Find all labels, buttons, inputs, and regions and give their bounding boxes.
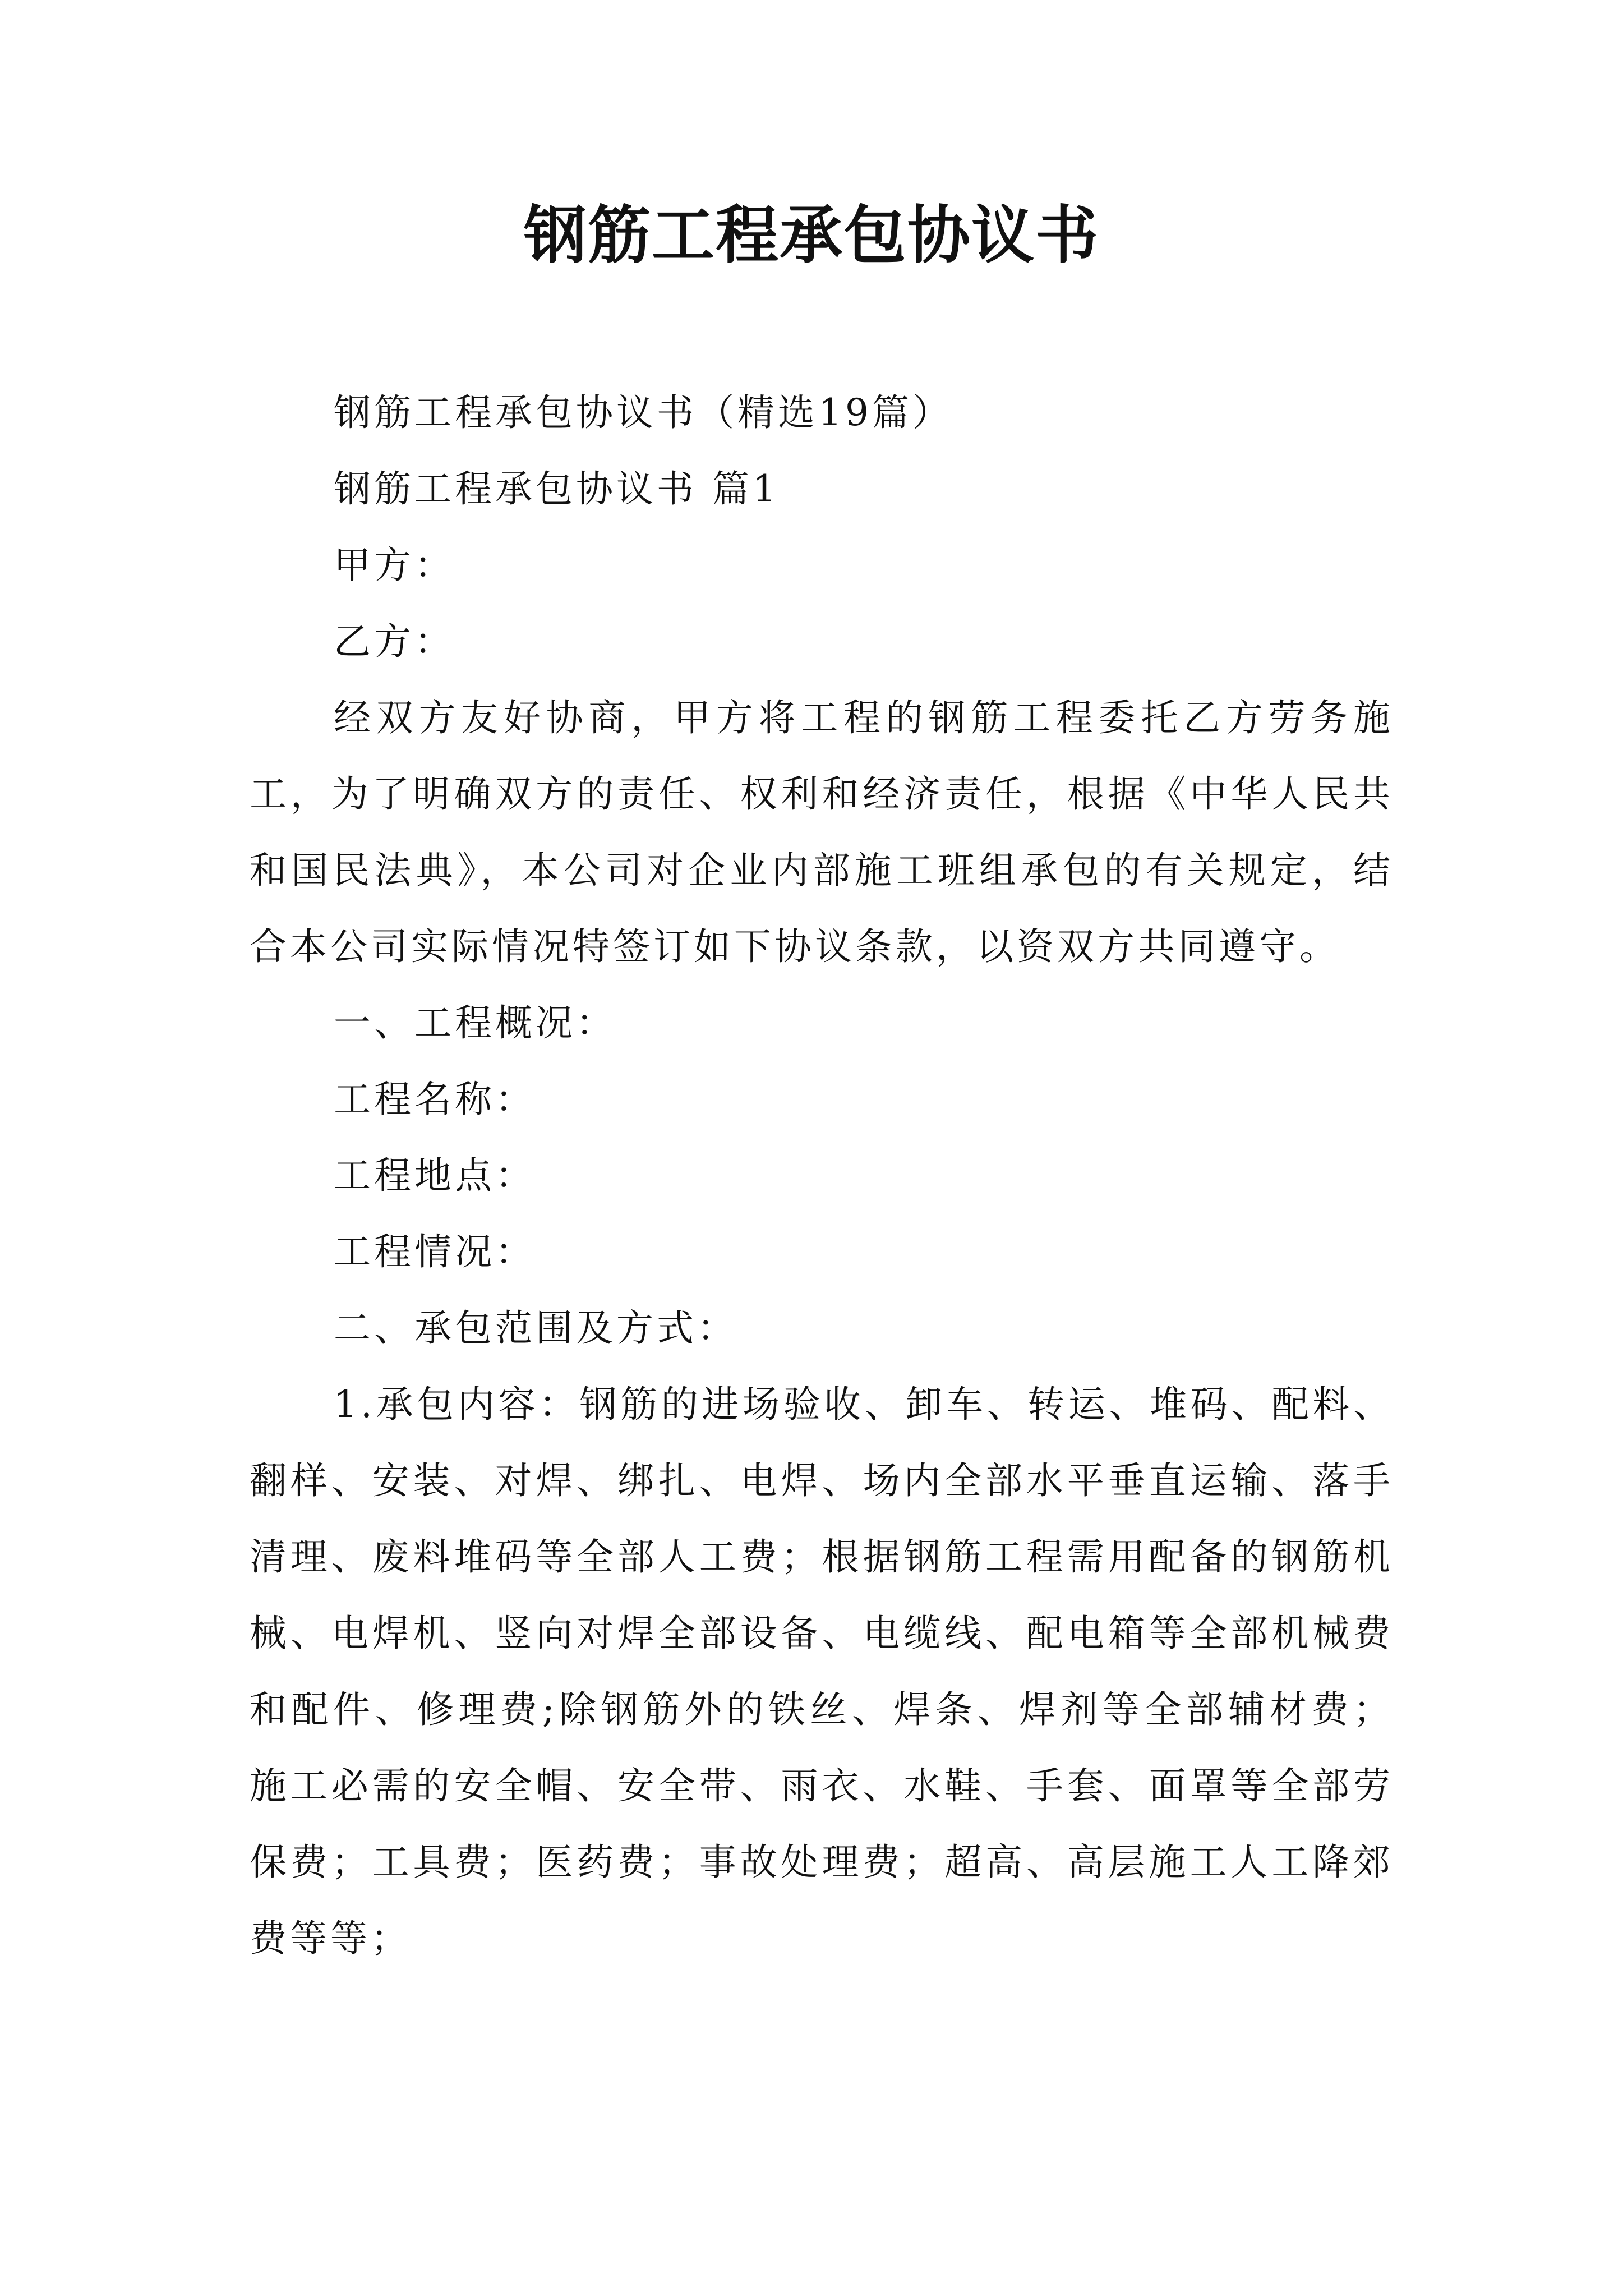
paragraph-party-b: 乙方： [334,620,455,663]
paragraph-scope-content: 1.承包内容：钢筋的进场验收、卸车、转运、堆码、配料、翻样、安装、对焊、绑扎、电焊、场内全部水平垂直运输、落手清理、废料堆码等全部人工费；根据钢筋工程需用配备的钢筋机械、电焊机、竖向对焊全部设备、电缆线、配电箱等全部机械费和配件、修理费;除钢筋外的铁丝、焊条、焊剂等全部辅材费；施工必需的安全帽、安全带、雨衣、水鞋、手套、面罩等全部劳保费；工具费；医药费；事故处理费；超高、高层施工人工降郊费等等； [250,1383,1394,1960]
paragraph-preamble: 经双方友好协商，甲方将工程的钢筋工程委托乙方劳务施工，为了明确双方的责任、权利和经济责任，根据《中华人民共和国民法典》，本公司对企业内部施工班组承包的有关规定，结合本公司实际情况特签订如下协议条款，以资双方共同遵守。 [250,696,1394,968]
paragraph-section-heading: 钢筋工程承包协议书 篇1 [334,467,780,510]
paragraph-project-status: 工程情况： [334,1230,536,1273]
paragraph-party-a: 甲方： [334,544,455,587]
paragraph-project-location: 工程地点： [334,1154,536,1197]
paragraph-subtitle: 钢筋工程承包协议书（精选19篇） [334,391,953,434]
paragraph-project-name: 工程名称： [334,1078,536,1121]
document-body [250,375,1394,1977]
document-title: 钢筋工程承包协议书 [524,199,1099,272]
paragraph-scope-heading: 二、承包范围及方式： [334,1306,737,1350]
paragraph-project-overview: 一、工程概况： [334,1001,616,1045]
